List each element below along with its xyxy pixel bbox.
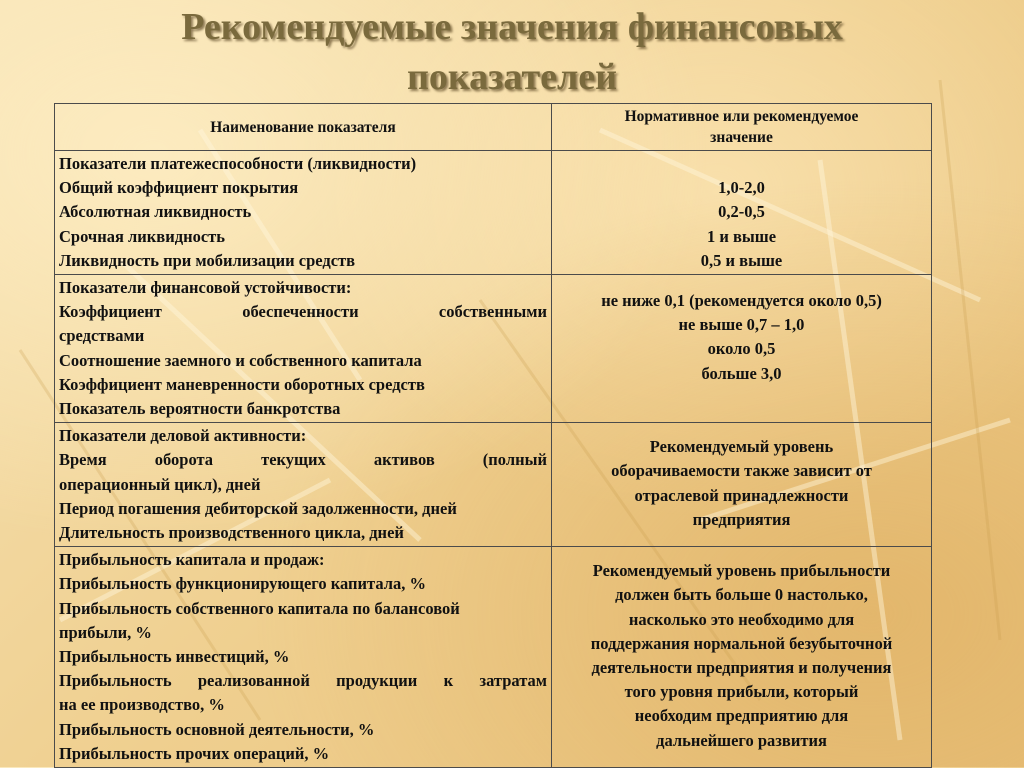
table-row-activity (55, 423, 932, 547)
row2-right-line1: не ниже 0,1 (рекомендуется около 0,5) (601, 291, 882, 311)
row2-left-line3: средствами (59, 326, 145, 346)
row1-right-line2: 0,2-0,5 (718, 202, 765, 222)
row1-right-line4: 0,5 и выше (700, 250, 783, 270)
liquidity-indicators-cell (55, 151, 552, 275)
row4-right-line1: Рекомендуемый уровень прибыльности (592, 561, 891, 581)
row1-left-line2: Общий коэффициент покрытия (59, 178, 299, 198)
row2-left-line2: Коэффициент обеспеченности собственными (59, 302, 547, 322)
row3-left-line4: Период погашения дебиторской задолженности, дней (59, 498, 457, 518)
row4-left-line5: Прибыльность инвестиций, % (59, 647, 290, 667)
row4-left-line4: прибыли, % (59, 622, 152, 642)
header-indicator-name (55, 104, 552, 151)
row2-right-line2: не выше 0,7 – 1,0 (678, 315, 805, 335)
row4-left-line1: Прибыльность капитала и продаж: (59, 550, 325, 570)
header-col2-line2: значение (710, 129, 773, 146)
row4-right-line7: необходим предприятию для (634, 706, 849, 726)
activity-values-cell (552, 423, 932, 547)
row4-left-line6: Прибыльность реализованной продукции к затратам (59, 671, 547, 691)
row4-left-line8: Прибыльность основной деятельности, % (59, 719, 375, 739)
activity-indicators-cell (55, 423, 552, 547)
row3-right-line2: оборачиваемости также зависит от (611, 461, 872, 481)
title-line-1: Рекомендуемые значения финансовых (181, 6, 843, 48)
row4-right-line8: дальнейшего развития (656, 730, 827, 750)
row2-right-line3: около 0,5 (707, 339, 776, 359)
row1-left-line3: Абсолютная ликвидность (59, 202, 252, 222)
profitability-values-cell (552, 547, 932, 768)
header-col2-line1: Нормативное или рекомендуемое (624, 108, 859, 125)
stability-values-cell (552, 275, 932, 423)
row1-right-line3: 1 и выше (706, 226, 777, 246)
table-header-row (55, 104, 932, 151)
row2-right-line4: больше 3,0 (701, 363, 782, 383)
row1-left-line4: Срочная ликвидность (59, 226, 225, 246)
row3-left-line1: Показатели деловой активности: (59, 426, 307, 446)
row4-left-line7: на ее производство, % (59, 695, 225, 715)
indicators-table (54, 103, 932, 768)
table-row-profitability (55, 547, 932, 768)
header-recommended-value (552, 104, 932, 151)
table-row-liquidity (55, 151, 932, 275)
profitability-indicators-cell (55, 547, 552, 768)
row4-left-line9: Прибыльность прочих операций, % (59, 743, 330, 763)
row3-right-line4: предприятия (692, 509, 791, 529)
row4-right-line2: должен быть больше 0 настолько, (615, 585, 868, 605)
slide-title (0, 2, 1024, 102)
row1-left-line1: Показатели платежеспособности (ликвидности) (59, 154, 417, 173)
stability-indicators-cell (55, 275, 552, 423)
row2-left-line6: Показатель вероятности банкротства (59, 399, 341, 419)
row3-left-line3: операционный цикл), дней (59, 474, 261, 494)
row4-left-line3: Прибыльность собственного капитала по балансовой (59, 598, 460, 618)
row4-right-line5: деятельности предприятия и получения (591, 658, 892, 678)
title-line-2: показателей (406, 56, 618, 98)
row2-left-line4: Соотношение заемного и собственного капитала (59, 350, 422, 370)
row4-right-line4: поддержания нормальной безубыточной (590, 633, 893, 653)
row1-left-line5: Ликвидность при мобилизации средств (59, 250, 356, 270)
row3-right-line3: отраслевой принадлежности (634, 485, 849, 505)
row3-left-line2: Время оборота текущих активов (полный (59, 450, 547, 470)
row3-right-line1: Рекомендуемый уровень (649, 437, 834, 457)
row4-left-line2: Прибыльность функционирующего капитала, % (59, 574, 427, 594)
header-col1-label: Наименование показателя (210, 118, 396, 136)
row4-right-line6: того уровня прибыли, который (624, 682, 859, 702)
table-row-stability (55, 275, 932, 423)
row4-right-line3: насколько это необходимо для (628, 609, 855, 629)
liquidity-values-cell (552, 151, 932, 275)
row2-left-line5: Коэффициент маневренности оборотных средств (59, 374, 425, 394)
row2-left-line1: Показатели финансовой устойчивости: (59, 278, 352, 298)
row3-left-line5: Длительность производственного цикла, дней (59, 523, 404, 543)
row1-right-line1: 1,0-2,0 (718, 178, 765, 198)
